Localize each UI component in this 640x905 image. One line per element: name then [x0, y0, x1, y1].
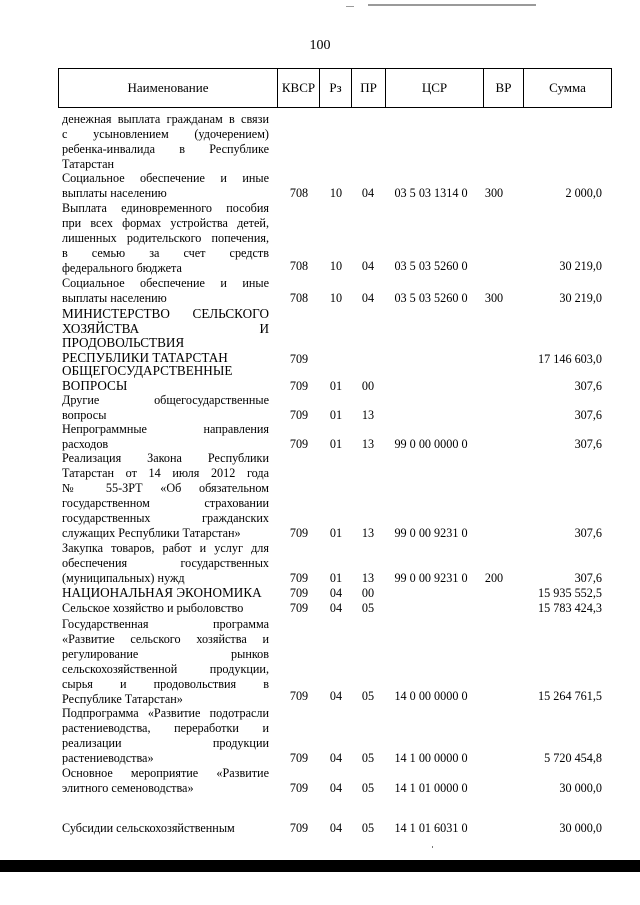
row-name-line: вопросы — [62, 408, 107, 422]
row-csr: 99 0 00 9231 0 — [394, 571, 468, 585]
row-rz: 04 — [329, 781, 343, 795]
row-csr: 14 1 00 0000 0 — [394, 751, 468, 765]
row-csr: 03 5 03 5260 0 — [394, 259, 468, 273]
row-name-line: «Развитие сельского хозяйства и — [62, 632, 269, 646]
row-pr: 04 — [361, 186, 375, 200]
row-csr: 03 5 03 1314 0 — [394, 186, 468, 200]
row-kvsr: 709 — [289, 586, 309, 600]
row-kvsr: 709 — [289, 601, 309, 615]
row-sum: 17 146 603,0 — [538, 352, 602, 366]
row-name-line: Субсидии сельскохозяйственным — [62, 821, 235, 835]
table-row — [0, 307, 640, 367]
row-name-line: Основное мероприятие «Развитие — [62, 766, 269, 780]
row-pr: 00 — [361, 379, 375, 393]
row-name-line: в семью за счет средств — [62, 246, 269, 260]
row-name-line: ОБЩЕГОСУДАРСТВЕННЫЕ — [62, 363, 233, 378]
row-sum: 30 000,0 — [559, 821, 602, 835]
row-rz: 10 — [329, 291, 343, 305]
table-row — [0, 112, 640, 172]
row-name-line: Сельское хозяйство и рыболовство — [62, 601, 244, 615]
row-name-line: Выплата единовременного пособия — [62, 201, 269, 215]
row-sum: 30 000,0 — [559, 781, 602, 795]
row-csr: 14 0 00 0000 0 — [394, 689, 468, 703]
row-name-line: государственных гражданских — [62, 511, 269, 525]
header-pr: ПР — [352, 69, 386, 107]
header-kvsr: КВСР — [278, 69, 320, 107]
table-row — [0, 276, 640, 306]
row-name — [62, 766, 269, 796]
row-name-line: Государственная программа — [62, 617, 269, 631]
row-csr: 99 0 00 0000 0 — [394, 437, 468, 451]
row-kvsr: 709 — [289, 781, 309, 795]
row-kvsr: 709 — [289, 571, 309, 585]
row-kvsr: 709 — [289, 689, 309, 703]
row-rz: 01 — [329, 437, 343, 451]
row-name-line: сельскохозяйственной продукции, — [62, 662, 269, 676]
row-name — [62, 276, 269, 306]
row-pr: 13 — [361, 408, 375, 422]
row-name-line: РЕСПУБЛИКИ ТАТАРСТАН — [62, 349, 228, 365]
row-name-line: № 55-ЗРТ «Об обязательном — [62, 481, 269, 495]
row-name-line: федерального бюджета — [62, 261, 182, 275]
row-rz: 04 — [329, 601, 343, 615]
row-name — [62, 706, 269, 766]
row-name-line: Подпрограмма «Развитие подотрасли — [62, 706, 269, 720]
row-name-line: Татарстан — [62, 157, 115, 171]
row-name-line: Другие общегосударственные — [62, 393, 269, 407]
row-kvsr: 709 — [289, 352, 309, 366]
row-sum: 307,6 — [574, 571, 602, 585]
row-kvsr: 709 — [289, 526, 309, 540]
row-vr: 200 — [484, 571, 504, 585]
row-name — [62, 307, 269, 365]
row-kvsr: 708 — [289, 291, 309, 305]
row-pr: 04 — [361, 259, 375, 273]
row-name-line: ПРОДОВОЛЬСТВИЯ — [62, 335, 185, 351]
row-name-line: Непрограммные направления — [62, 422, 269, 436]
scan-artifact — [368, 4, 536, 6]
row-kvsr: 709 — [289, 751, 309, 765]
header-name: Наименование — [59, 69, 278, 107]
row-name-line: реализации продукции — [62, 736, 269, 750]
header-rz: Рз — [320, 69, 352, 107]
row-rz: 10 — [329, 186, 343, 200]
row-name — [62, 364, 269, 393]
header-vr: ВР — [484, 69, 524, 107]
row-name — [62, 393, 269, 423]
row-name — [62, 451, 269, 541]
row-kvsr: 708 — [289, 186, 309, 200]
row-pr: 04 — [361, 291, 375, 305]
row-name-line: денежная выплата гражданам в связи — [62, 112, 269, 126]
row-kvsr: 709 — [289, 437, 309, 451]
row-sum: 15 264 761,5 — [538, 689, 602, 703]
row-sum: 307,6 — [574, 408, 602, 422]
row-name-line: Республике Татарстан» — [62, 692, 183, 706]
table-row — [0, 541, 640, 586]
row-name-line: НАЦИОНАЛЬНАЯ ЭКОНОМИКА — [62, 585, 262, 600]
table-row — [0, 422, 640, 452]
row-rz: 04 — [329, 689, 343, 703]
row-name-line: ВОПРОСЫ — [62, 377, 128, 393]
row-pr: 13 — [361, 526, 375, 540]
row-sum: 30 219,0 — [559, 259, 602, 273]
row-rz: 01 — [329, 571, 343, 585]
row-pr: 05 — [361, 821, 375, 835]
row-name-line: при всех формах устройства детей, — [62, 216, 269, 230]
row-pr: 13 — [361, 571, 375, 585]
row-name-line: Татарстан от 14 июля 2012 года — [62, 466, 269, 480]
row-sum: 307,6 — [574, 379, 602, 393]
row-name-line: растениеводства, переработки и — [62, 721, 269, 735]
row-name — [62, 541, 269, 586]
row-pr: 05 — [361, 689, 375, 703]
row-name-line: расходов — [62, 437, 109, 451]
table-header — [58, 68, 612, 108]
row-name-line: Закупка товаров, работ и услуг для — [62, 541, 269, 555]
row-sum: 30 219,0 — [559, 291, 602, 305]
row-kvsr: 709 — [289, 821, 309, 835]
row-name-line: сырья и продовольствия в — [62, 677, 269, 691]
row-rz: 01 — [329, 379, 343, 393]
table-row — [0, 766, 640, 796]
table-row — [0, 586, 640, 601]
row-name-line: ребенка-инвалида в Республике — [62, 142, 269, 156]
row-sum: 15 935 552,5 — [538, 586, 602, 600]
row-csr: 14 1 01 6031 0 — [394, 821, 468, 835]
row-pr: 13 — [361, 437, 375, 451]
row-name-line: Социальное обеспечение и иные — [62, 171, 269, 185]
header-csr: ЦСР — [386, 69, 484, 107]
row-sum: 2 000,0 — [565, 186, 602, 200]
row-pr: 05 — [361, 781, 375, 795]
row-name — [62, 201, 269, 276]
scan-artifact — [432, 846, 433, 848]
table-row — [0, 393, 640, 423]
row-kvsr: 708 — [289, 259, 309, 273]
row-rz: 04 — [329, 821, 343, 835]
row-name — [62, 601, 269, 616]
row-vr: 300 — [484, 186, 504, 200]
row-vr: 300 — [484, 291, 504, 305]
table-row — [0, 821, 640, 836]
row-name-line: МИНИСТЕРСТВО СЕЛЬСКОГО — [62, 306, 269, 321]
row-name-line: ХОЗЯЙСТВА И — [62, 320, 269, 336]
table-row — [0, 364, 640, 394]
table-row — [0, 201, 640, 274]
row-name-line: обеспечения государственных — [62, 556, 269, 570]
row-name-line: Реализация Закона Республики — [62, 451, 269, 465]
row-name — [62, 586, 269, 601]
row-name — [62, 617, 269, 707]
table-row — [0, 171, 640, 201]
scan-artifact — [346, 6, 354, 7]
table-row — [0, 617, 640, 704]
row-csr: 03 5 03 5260 0 — [394, 291, 468, 305]
row-sum: 5 720 454,8 — [544, 751, 602, 765]
row-name — [62, 821, 269, 836]
row-sum: 15 783 424,3 — [538, 601, 602, 615]
row-rz: 04 — [329, 586, 343, 600]
page-number: 100 — [309, 38, 331, 53]
row-name — [62, 112, 269, 172]
row-kvsr: 709 — [289, 408, 309, 422]
row-name-line: с усыновлением (удочерением) — [62, 127, 269, 141]
row-name-line: лишенных родительского попечения, — [62, 231, 269, 245]
row-kvsr: 709 — [289, 379, 309, 393]
row-name-line: растениеводства» — [62, 751, 154, 765]
row-name-line: регулирование рынков — [62, 647, 269, 661]
row-name-line: Социальное обеспечение и иные — [62, 276, 269, 290]
row-pr: 05 — [361, 601, 375, 615]
table-row — [0, 601, 640, 616]
row-csr: 99 0 00 9231 0 — [394, 526, 468, 540]
row-rz: 01 — [329, 408, 343, 422]
row-rz: 01 — [329, 526, 343, 540]
row-name-line: выплаты населению — [62, 186, 167, 200]
row-name — [62, 171, 269, 201]
header-sum: Сумма — [549, 80, 586, 95]
row-pr: 05 — [361, 751, 375, 765]
table-row — [0, 451, 640, 541]
row-rz: 10 — [329, 259, 343, 273]
row-name-line: (муниципальных) нужд — [62, 571, 185, 585]
row-sum: 307,6 — [574, 526, 602, 540]
row-name-line: выплаты населению — [62, 291, 167, 305]
row-pr: 00 — [361, 586, 375, 600]
row-name-line: государственном страховании — [62, 496, 269, 510]
row-csr: 14 1 01 0000 0 — [394, 781, 468, 795]
row-sum: 307,6 — [574, 437, 602, 451]
table-row — [0, 706, 640, 766]
row-name-line: элитного семеноводства» — [62, 781, 194, 795]
scan-border — [0, 860, 640, 872]
row-rz: 04 — [329, 751, 343, 765]
row-name-line: служащих Республики Татарстан» — [62, 526, 241, 540]
row-name — [62, 422, 269, 452]
